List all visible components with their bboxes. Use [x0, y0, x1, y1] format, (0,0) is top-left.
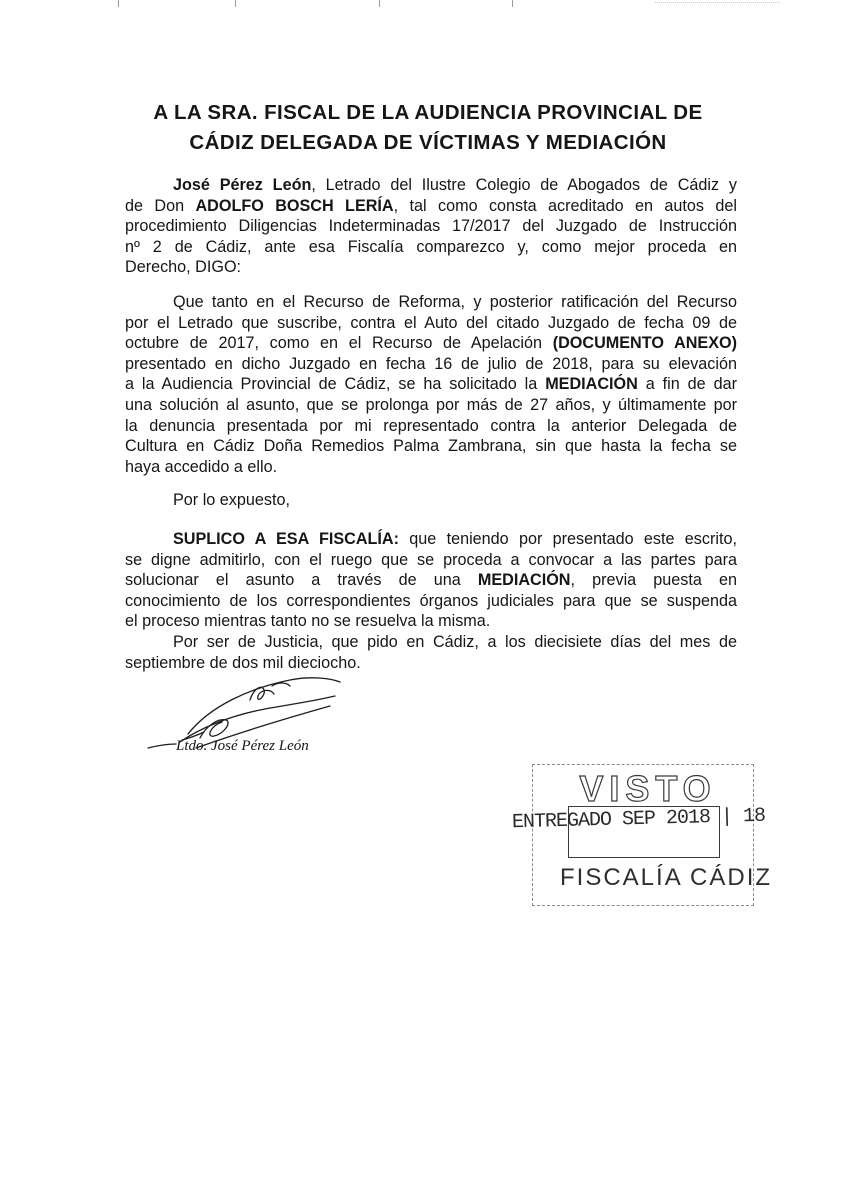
suplico-line: septiembre de dos mil dieciocho.: [125, 653, 361, 672]
stamp-title: VISTO: [579, 768, 717, 809]
body-line: a la Audiencia Provincial de Cádiz, se ha solicitado la MEDIACIÓN a fin de dar: [125, 375, 737, 394]
expuesto-line: Por lo expuesto,: [173, 491, 290, 509]
scan-edge-marks: [0, 0, 847, 14]
body-line: Que tanto en el Recurso de Reforma, y posterior ratificación del Recurso: [173, 293, 737, 311]
suplico-line: se digne admitirlo, con el ruego que se proceda a convocar a las partes para: [125, 550, 737, 569]
body-line: presentado en dicho Juzgado en fecha 16 de julio de 2018, para su elevación: [125, 354, 737, 373]
document-title: [118, 98, 738, 158]
body-line: por el Letrado que suscribe, contra el Auto del citado Juzgado de fecha 09 de: [125, 313, 737, 332]
intro-line: Derecho, DIGO:: [125, 258, 242, 277]
suplico-line: el proceso mientras tanto no se resuelva la misma.: [125, 612, 491, 631]
intro-line: José Pérez León, Letrado del Ilustre Colegio de Abogados de Cádiz y: [173, 176, 737, 194]
signature-name: Ltdo. José Pérez León: [176, 738, 309, 754]
intro-line: nº 2 de Cádiz, ante esa Fiscalía comparezco y, como mejor proceda en: [125, 237, 737, 256]
client-name: ADOLFO BOSCH LERÍA: [195, 196, 394, 215]
intro-line: procedimiento Diligencias Indeterminadas 17/2017 del Juzgado de Instrucción: [125, 217, 737, 236]
intro-line: de Don ADOLFO BOSCH LERÍA, tal como consta acreditado en autos del: [125, 196, 738, 215]
body-line: octubre de 2017, como en el Recurso de Apelación (DOCUMENTO ANEXO): [125, 334, 738, 353]
lawyer-name: José Pérez León: [173, 176, 312, 194]
body-line: la denuncia presentada por mi representado contra la anterior Delegada de: [125, 416, 737, 435]
suplico-line: solucionar el asunto a través de una MEDIACIÓN, previa puesta en: [125, 571, 737, 590]
suplico-line: Por ser de Justicia, que pido en Cádiz, a los diecisiete días del mes de: [173, 632, 737, 651]
stamp-handwritten-date: ENTREGADO SEP 2018 | 18: [511, 804, 766, 835]
body-paragraph: [125, 292, 737, 477]
annex-reference: (DOCUMENTO ANEXO): [552, 334, 738, 353]
suplico-line: conocimiento de los correspondientes órganos judiciales para que se suspenda: [125, 591, 737, 610]
body-line: una solución al asunto, que se prolonga por más de 27 años, y últimamente por: [125, 395, 737, 414]
suplico-heading: SUPLICO A ESA FISCALÍA:: [173, 530, 399, 548]
body-line: haya accedido a ello.: [125, 457, 278, 476]
suplico-line: SUPLICO A ESA FISCALÍA: que teniendo por presentado este escrito,: [173, 530, 737, 548]
stamp-office: FISCALÍA CÁDIZ: [560, 864, 773, 891]
suplico-paragraph: [125, 529, 737, 673]
title-line-1: A LA SRA. FISCAL DE LA AUDIENCIA PROVINCIAL DE: [153, 101, 703, 124]
mediation-emphasis: MEDIACIÓN: [545, 375, 638, 394]
mediation-emphasis: MEDIACIÓN: [477, 571, 571, 590]
title-line-2: CÁDIZ DELEGADA DE VÍCTIMAS Y MEDIACIÓN: [189, 131, 667, 154]
intro-paragraph: [125, 175, 737, 278]
body-line: Cultura en Cádiz Doña Remedios Palma Zambrana, sin que hasta la fecha se: [125, 437, 737, 456]
